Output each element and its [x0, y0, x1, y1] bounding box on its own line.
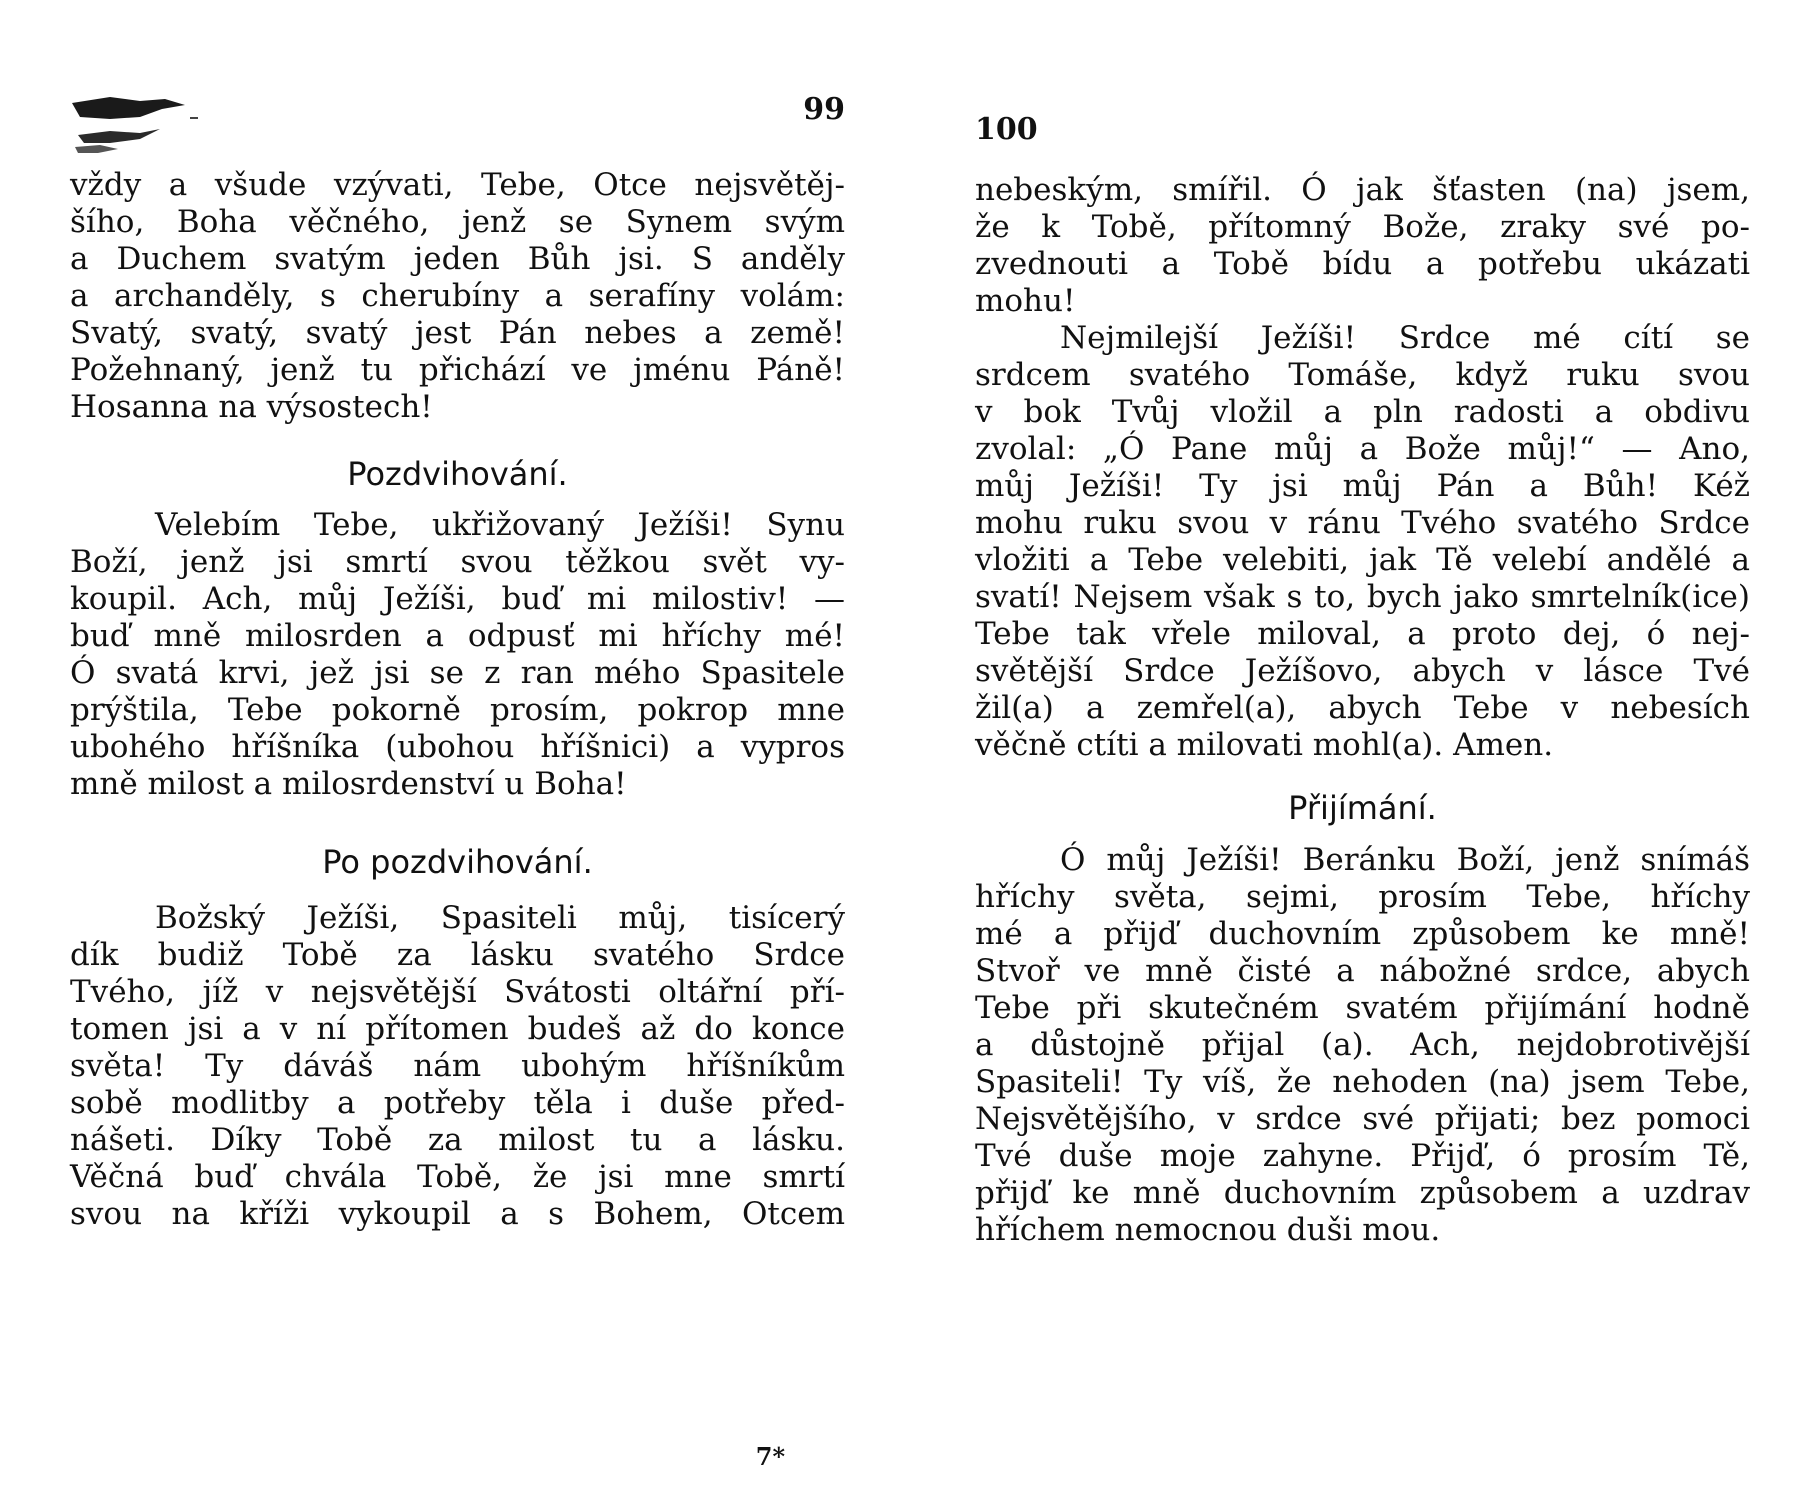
text-line: Tvé duše moje zahyne. Přijď, ó prosím Tě,: [975, 1138, 1750, 1174]
text-line: dík budiž Tobě za lásku svatého Srdce: [70, 937, 845, 973]
text-line: Božský Ježíši, Spasiteli můj, tisícerý: [155, 900, 845, 936]
text-line: hříchy světa, sejmi, prosím Tebe, hříchy: [975, 879, 1750, 915]
text-line: srdcem svatého Tomáše, když ruku svou: [975, 357, 1750, 393]
text-line: Ó můj Ježíši! Beránku Boží, jenž snímáš: [1060, 842, 1750, 878]
text-line: Nejsvětějšího, v srdce své přijati; bez pomoci: [975, 1101, 1750, 1137]
text-line: Tebe při skutečném svatém přijímání hodně: [975, 990, 1750, 1026]
text-line: buď mně milosrden a odpusť mi hříchy mé!: [70, 618, 845, 654]
text-line: koupil. Ach, můj Ježíši, buď mi milostiv! —: [70, 581, 845, 617]
text-line: Věčná buď chvála Tobě, že jsi mne smrtí: [70, 1159, 845, 1195]
text-line: mohu ruku svou v ránu Tvého svatého Srdce: [975, 505, 1750, 541]
text-line: prýštila, Tebe pokorně prosím, pokrop mne: [70, 692, 845, 728]
text-line: Spasiteli! Ty víš, že nehoden (na) jsem Tebe,: [975, 1064, 1750, 1100]
text-line: zvolal: „Ó Pane můj a Bože můj!“ — Ano,: [975, 431, 1750, 467]
text-line: zvednouti a Tobě bídu a potřebu ukázati: [975, 246, 1750, 282]
text-line: přijď ke mně duchovním způsobem a uzdrav: [975, 1175, 1750, 1211]
text-line: sobě modlitby a potřeby těla i duše před-: [70, 1085, 845, 1121]
text-line: svou na kříži vykoupil a s Bohem, Otcem: [70, 1196, 845, 1232]
text-line: můj Ježíši! Ty jsi můj Pán a Bůh! Kéž: [975, 468, 1750, 504]
text-line: Nejmilejší Ježíši! Srdce mé cítí se: [1060, 320, 1750, 356]
text-line: a důstojně přijal (a). Ach, nejdobrotivější: [975, 1027, 1750, 1063]
right-page: [975, 0, 1750, 1500]
text-line: světa! Ty dáváš nám ubohým hříšníkům: [70, 1048, 845, 1084]
left-page: [70, 0, 845, 1500]
text-line: Svatý, svatý, svatý jest Pán nebes a země!: [70, 315, 845, 351]
section-heading: Pozdvihování.: [347, 455, 568, 493]
page-number: 100: [975, 112, 1038, 147]
text-line: tomen jsi a v ní přítomen budeš až do konce: [70, 1011, 845, 1047]
text-line: Stvoř ve mně čisté a nábožné srdce, abych: [975, 953, 1750, 989]
section-heading: Po pozdvihování.: [322, 843, 593, 881]
page-number: 99: [803, 92, 845, 127]
text-line: mně milost a milosrdenství u Boha!: [70, 766, 627, 802]
text-line: Ó svatá krvi, jež jsi se z ran mého Spasitele: [70, 655, 845, 691]
text-line: hříchem nemocnou duši mou.: [975, 1212, 1441, 1248]
text-line: nebeským, smířil. Ó jak šťasten (na) jsem,: [975, 172, 1750, 208]
text-line: nášeti. Díky Tobě za milost tu a lásku.: [70, 1122, 845, 1158]
text-line: Boží, jenž jsi smrtí svou těžkou svět vy-: [70, 544, 845, 580]
text-line: Tebe tak vřele miloval, a proto dej, ó nej-: [975, 616, 1750, 652]
text-line: Velebím Tebe, ukřižovaný Ježíši! Synu: [155, 507, 845, 543]
text-line: mohu!: [975, 283, 1076, 319]
text-line: a archanděly, s cherubíny a serafíny volám:: [70, 278, 845, 314]
section-heading: Přijímání.: [1288, 789, 1437, 827]
text-line: ubohého hříšníka (ubohou hříšnici) a vypros: [70, 729, 845, 765]
text-line: šího, Boha věčného, jenž se Synem svým: [70, 204, 845, 240]
text-line: Požehnaný, jenž tu přichází ve jménu Páně!: [70, 352, 845, 388]
text-line: vždy a všude vzývati, Tebe, Otce nejsvětěj-: [70, 167, 845, 203]
text-line: Hosanna na výsostech!: [70, 389, 433, 425]
ink-stain-icon: [70, 95, 200, 165]
text-line: mé a přijď duchovním způsobem ke mně!: [975, 916, 1750, 952]
text-line: Tvého, jíž v nejsvětější Svátosti oltářní pří-: [70, 974, 845, 1010]
text-line: věčně ctíti a milovati mohl(a). Amen.: [975, 727, 1554, 763]
text-line: světější Srdce Ježíšovo, abych v lásce Tvé: [975, 653, 1750, 689]
text-line: svatí! Nejsem však s to, bych jako smrtelník(ice): [975, 579, 1750, 615]
text-line: v bok Tvůj vložil a pln radosti a obdivu: [975, 394, 1750, 430]
text-line: žil(a) a zemřel(a), abych Tebe v nebesích: [975, 690, 1750, 726]
text-line: vložiti a Tebe velebiti, jak Tě velebí andělé a: [975, 542, 1750, 578]
text-line: že k Tobě, přítomný Bože, zraky své po-: [975, 209, 1750, 245]
signature-mark: 7*: [755, 1442, 785, 1471]
text-line: a Duchem svatým jeden Bůh jsi. S anděly: [70, 241, 845, 277]
